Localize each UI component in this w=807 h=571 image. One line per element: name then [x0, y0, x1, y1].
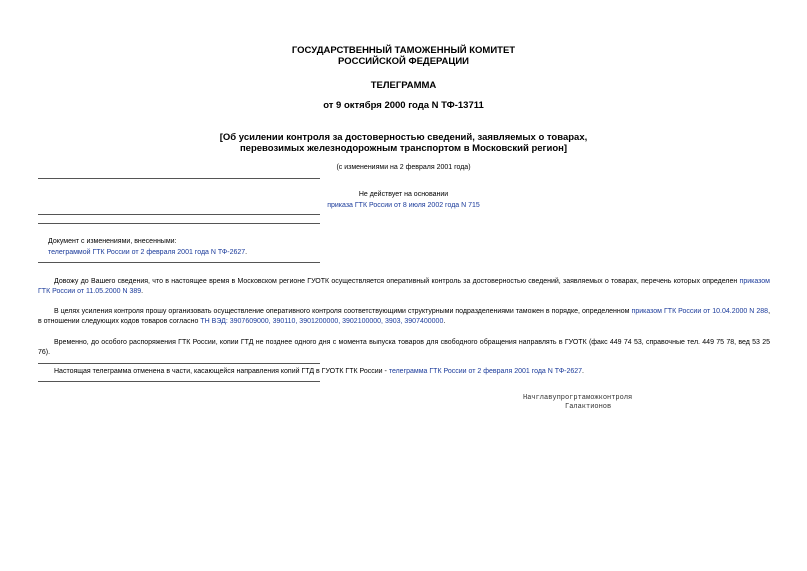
- paragraph-2: [38, 307, 770, 327]
- amend-note-link[interactable]: телеграммой ГТК России от 2 февраля 2001 года N ТФ-2627: [48, 249, 246, 256]
- paragraph-4: [38, 367, 770, 377]
- paragraph-1: [38, 277, 770, 297]
- subject-line1: [Об усилении контроля за достоверностью сведений, заявляемых о товарах,: [219, 132, 588, 143]
- divider: [38, 223, 320, 224]
- doc-type: ТЕЛЕГРАММА: [370, 80, 437, 91]
- p4-end: .: [582, 368, 584, 375]
- p4-link[interactable]: телеграмма ГТК России от 2 февраля 2001 года N ТФ-2627: [388, 368, 583, 375]
- p4-text: Настоящая телеграмма отменена в части, касающейся направления копий ГТД в ГУОТК ГТК России -: [54, 368, 387, 375]
- changes-note: (с изменениями на 2 февраля 2001 года): [336, 164, 471, 171]
- divider: [38, 214, 320, 215]
- divider: [38, 363, 320, 364]
- p3-text: Временно, до особого распоряжения ГТК России, копии ГТД не позднее одного дня с момента выпуска товаров для свободного обращения направлять в ГУОТК (факс 449 74 53, справочные тел. 449 75 78, вед 53 25 76).: [38, 339, 770, 356]
- subject-line2: перевозимых железнодорожным транспортом в Московский регион]: [239, 143, 568, 154]
- p1-end: .: [141, 288, 144, 295]
- divider: [38, 178, 320, 179]
- p2-text: В целях усиления контроля прошу организовать осуществление оперативного контроля соответствующими структурными подразделениями таможен в порядке, определенном: [54, 308, 630, 315]
- divider: [38, 262, 320, 263]
- p1-link[interactable]: приказом ГТК России от 11.05.2000 N 389: [38, 278, 770, 295]
- divider: [38, 381, 320, 382]
- p2-link2[interactable]: ТН ВЭД: 3907609000, 390110, 3901200000, 3902100000, 3903, 3907400000: [200, 318, 444, 325]
- p2-link1[interactable]: приказом ГТК России от 10.04.2000 N 288: [631, 308, 769, 315]
- org-name-line1: ГОСУДАРСТВЕННЫЙ ТАМОЖЕННЫЙ КОМИТЕТ: [291, 45, 516, 56]
- p2-mid: , в отношении следующих кодов товаров согласно: [38, 308, 771, 325]
- p1-text: Довожу до Вашего сведения, что в настоящее время в Московском регионе ГУОТК осуществляется оперативный контроль за достоверностью сведений, заявляемых о товарах, перечень которых определен: [54, 278, 738, 285]
- signature-name: Галактионов: [565, 403, 612, 411]
- amend-note-end: .: [245, 249, 248, 256]
- amend-note-text: Документ с изменениями, внесенными:: [48, 238, 177, 245]
- status-link[interactable]: приказа ГТК России от 8 июля 2002 года N 715: [327, 202, 480, 209]
- p2-end: .: [443, 318, 446, 325]
- paragraph-3: [38, 338, 770, 358]
- org-name-line2: РОССИЙСКОЙ ФЕДЕРАЦИИ: [337, 56, 469, 67]
- doc-date: от 9 октября 2000 года N ТФ-13711: [323, 100, 484, 111]
- status-text: Не действует на основании: [358, 191, 449, 198]
- signature-title: Начглавупрогртаможконтроля: [523, 394, 633, 402]
